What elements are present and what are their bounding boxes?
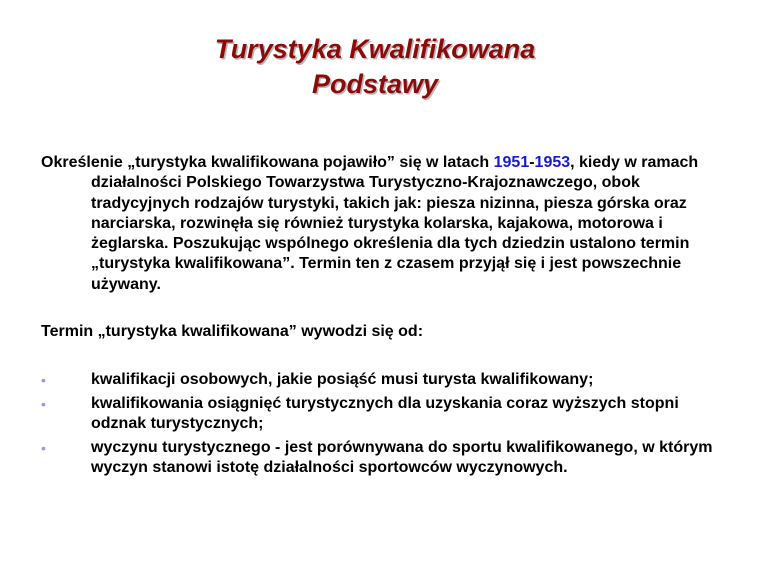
title-line-2: Podstawy bbox=[311, 69, 439, 99]
list-item-text: kwalifikowania osiągnięć turystycznych dla uzyskania coraz wyższych stopni odznak turystycznych; bbox=[91, 394, 679, 433]
bullet-icon: • bbox=[41, 395, 46, 412]
intro-text-after: , kiedy w ramach działalności Polskiego Towarzystwa Turystyczno-Krajoznawczego, obok tradycyjnych rodzajów turystyki, takich jak: piesza nizinna, piesza górska oraz narciarska, rozwinęła się również turystyka kolarska, kajakowa, motorowa i żeglarska. Poszukując wspólnego określenia dla tych dziedzin ustalono termin „turystyka kwalifikowana”. Termin ten z czasem przyjął się i jest powszechnie używany. bbox=[91, 154, 699, 293]
list-item bbox=[41, 394, 721, 435]
year-start: 1951 bbox=[493, 154, 530, 171]
term-origin-paragraph: Termin „turystyka kwalifikowana” wywodzi się od: bbox=[41, 323, 424, 341]
origin-list bbox=[41, 370, 721, 479]
title-line-1: Turystyka Kwalifikowana bbox=[214, 34, 536, 64]
list-item-text: kwalifikacji osobowych, jakie posiąść musi turysta kwalifikowany; bbox=[91, 371, 594, 389]
list-item-text: wyczynu turystycznego - jest porównywana do sportu kwalifikowanego, w którym wyczyn stanowi istotę działalności sportowców wyczynowych. bbox=[91, 438, 713, 477]
list-item bbox=[41, 370, 721, 391]
year-end: 1953 bbox=[534, 154, 571, 171]
year-dash: - bbox=[529, 154, 535, 171]
slide-title bbox=[0, 32, 750, 102]
intro-text-before: Określenie „turystyka kwalifikowana pojawiło” się w latach bbox=[41, 154, 494, 171]
slide-body bbox=[41, 153, 721, 482]
bullet-icon: • bbox=[41, 439, 46, 456]
intro-paragraph bbox=[41, 153, 721, 295]
list-item bbox=[41, 438, 721, 479]
bullet-icon: • bbox=[41, 372, 46, 389]
